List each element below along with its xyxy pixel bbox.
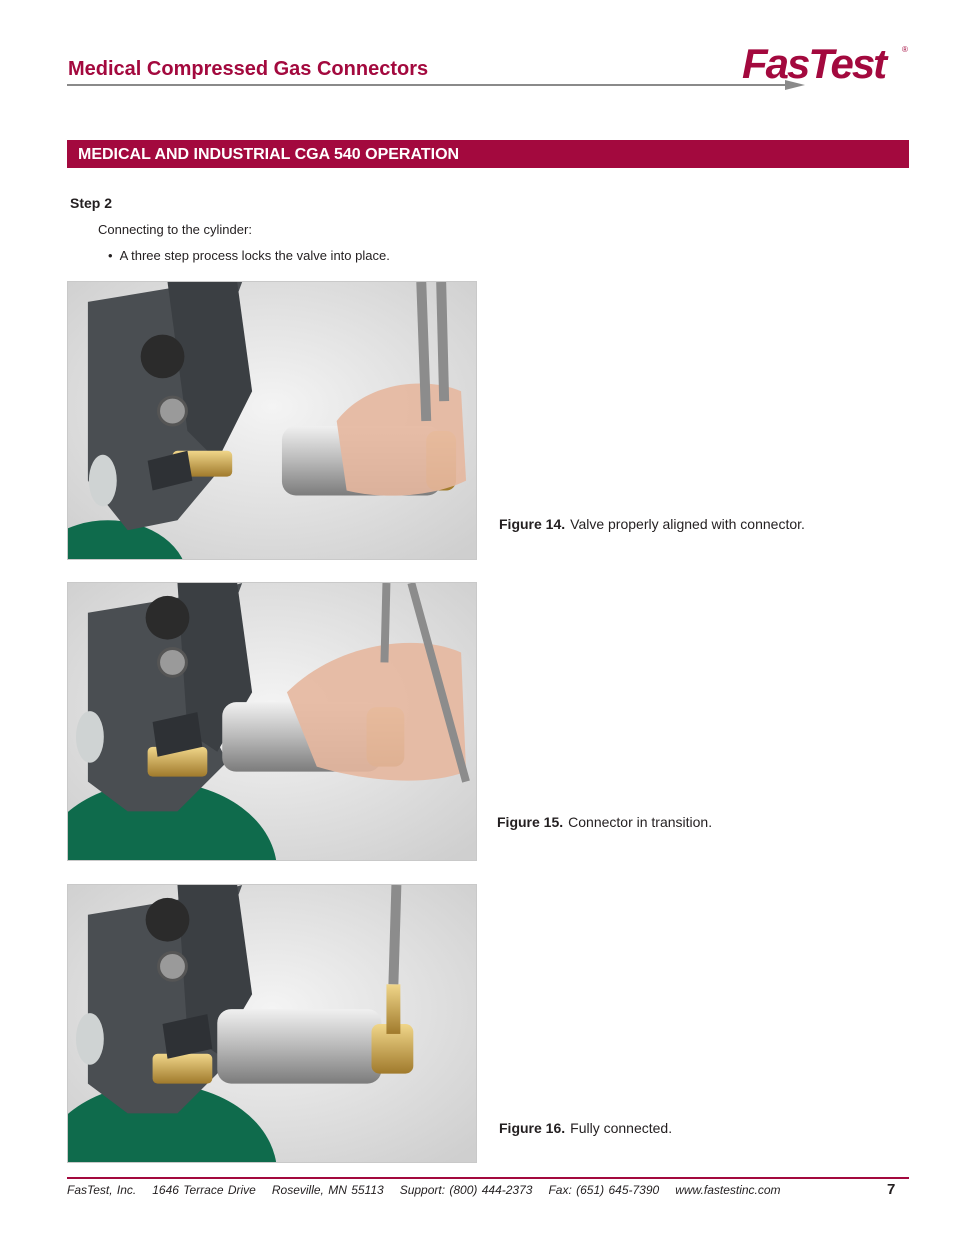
- footer-fax: Fax: (651) 645-7390: [548, 1183, 660, 1197]
- bullet-dot: •: [108, 248, 113, 263]
- figure-14-photo: [67, 281, 477, 560]
- figure-15-photo: [67, 582, 477, 861]
- footer-city: Roseville, MN 55113: [271, 1183, 384, 1197]
- figure-16-label: Figure 16.: [499, 1120, 566, 1136]
- fastest-logo: [740, 34, 912, 88]
- figure-15-text: Connector in transition.: [568, 814, 713, 830]
- section-header: MEDICAL AND INDUSTRIAL CGA 540 OPERATION: [67, 140, 909, 168]
- figure-14-label: Figure 14.: [499, 516, 566, 532]
- step-bullet: [108, 248, 390, 263]
- header-rule-arrow: [67, 79, 807, 93]
- footer-rule: [67, 1177, 909, 1179]
- footer-website: www.fastestinc.com: [675, 1183, 781, 1197]
- footer-address: 1646 Terrace Drive: [152, 1183, 256, 1197]
- figure-14-text: Valve properly aligned with connector.: [570, 516, 805, 532]
- figure-16-text: Fully connected.: [570, 1120, 673, 1136]
- footer-support: Support: (800) 444-2373: [399, 1183, 533, 1197]
- step-title: Step 2: [70, 195, 113, 211]
- figure-16-photo: [67, 884, 477, 1163]
- figure-15-label: Figure 15.: [497, 814, 564, 830]
- figure-16-caption: [499, 1120, 672, 1136]
- bullet-text: A three step process locks the valve into place.: [119, 248, 390, 263]
- page-title: Medical Compressed Gas Connectors: [68, 58, 429, 80]
- figure-15-caption: [497, 814, 712, 830]
- logo-registered-mark: ®: [902, 45, 908, 54]
- footer-contact: [67, 1183, 797, 1197]
- figure-14-caption: [499, 516, 805, 532]
- step-intro: Connecting to the cylinder:: [98, 222, 252, 237]
- page-number: 7: [887, 1181, 896, 1198]
- logo-wordmark: FasTest: [742, 40, 886, 87]
- footer-company: FasTest, Inc.: [67, 1183, 137, 1197]
